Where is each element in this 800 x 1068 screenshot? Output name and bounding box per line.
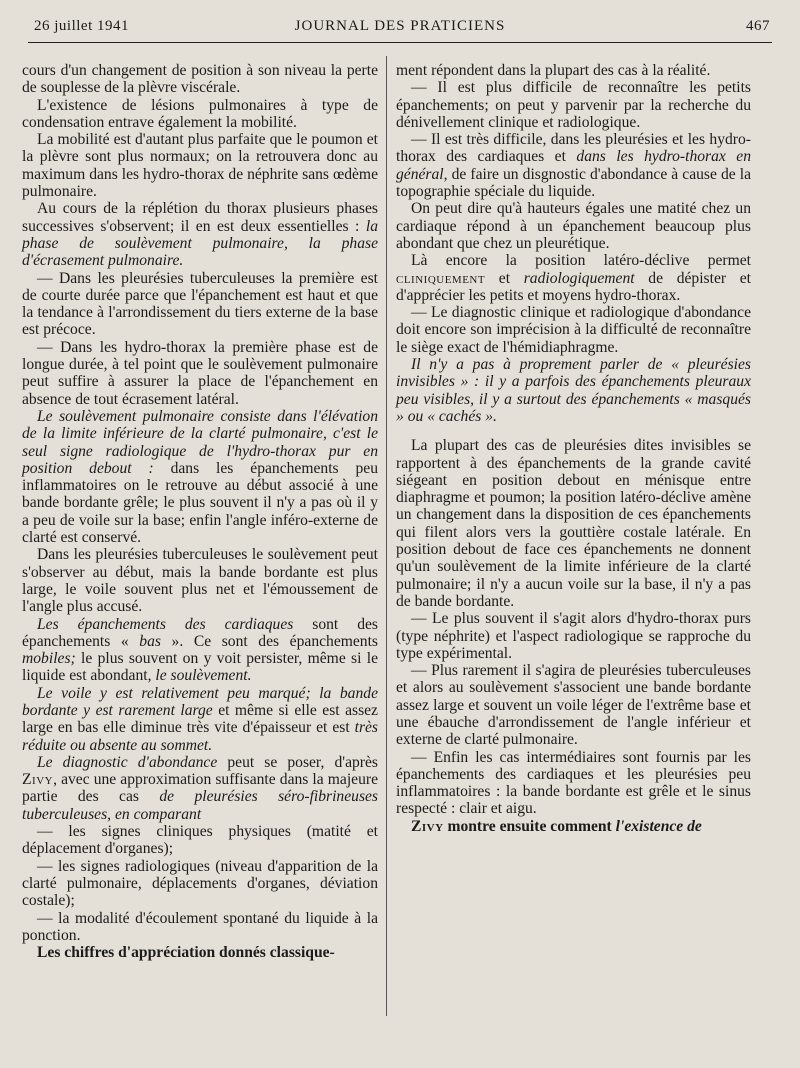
italic-run: la phase de soulèvement pulmonaire, la phase d'écrasement pulmonaire. — [22, 217, 378, 270]
right-column — [396, 62, 751, 835]
paragraph: — Dans les hydro-thorax la première phase est de longue durée, à tel point que le soulèvement pulmonaire peut suffire à assurer la place de l'épanchement en absence de tout écrasement latéral. — [22, 338, 378, 408]
text-run: de dépister et d'apprécier les petits et moyens hydro-thorax. — [396, 269, 751, 304]
text-run: Là encore la position latéro-déclive permet — [411, 252, 751, 270]
paragraph: — Enfin les cas intermédiaires sont fournis par les épanchements des cardiaques et les pleurésies peu inflammatoires : la bande bordante est grêle et le sinus respecté : clair et aigu. — [396, 748, 751, 818]
italic-run: Le diagnostic d'abondance — [37, 753, 218, 771]
italic-run: Les épanchements des cardiaques — [37, 615, 294, 633]
page-number: 467 — [746, 18, 770, 34]
paragraph — [22, 616, 378, 685]
paragraph: La plupart des cas de pleurésies dites invisibles se rapportent à des épanchements de la grande cavité siégeant en position debout en ménisque entre diaphragme et poumon; la position latéro-déclive amène un changement dans la disposition de ces épanchements qui filent alors vers la gouttière costale latérale. En position debout de face ces épanchements ne donnent qu'un soulèvement de la limite inférieure de la clarté pulmonaire; il n'y a aucun voile sur la base, il n'y a pas de bande bordante. — [396, 437, 751, 610]
issue-date: 26 juillet 1941 — [34, 18, 129, 34]
column-divider — [386, 56, 387, 1016]
paragraph — [22, 200, 378, 269]
author-name: Zivy — [411, 817, 444, 835]
italic-run: dans les hydro-thorax en général, — [396, 148, 752, 183]
italic-run: mobiles; — [22, 650, 76, 668]
paragraph: — les signes cliniques physiques (matité et déplacement d'organes); — [22, 823, 378, 858]
text-run: peut se poser, d'après — [217, 753, 378, 771]
text-run: montre ensuite comment — [443, 817, 616, 835]
text-run: et — [485, 269, 524, 287]
italic-run: l'existence de — [615, 817, 702, 835]
paragraph — [22, 408, 378, 546]
italic-run: radiologiquement — [523, 269, 635, 287]
paragraph: — Plus rarement il s'agira de pleurésies tuberculeuses et alors au soulèvement s'associent une bande bordante assez large et souvent un voile léger de l'extrême base et une ébauche d'arrondissement de l'angle inférieur et externe de clarté pulmonaire. — [396, 662, 751, 749]
paragraph — [396, 252, 751, 304]
italic-run: le soulèvement. — [155, 667, 252, 685]
left-column — [22, 62, 378, 961]
italic-run: bas — [139, 632, 161, 650]
text-run: Au cours de la réplétion du thorax plusieurs phases successives s'observent; il en est deux essentielles : — [22, 200, 378, 235]
italic-run: très réduite ou absente au sommet. — [22, 719, 378, 754]
italic-run: Le voile y est relativement peu marqué; la bande bordante y est rarement large — [22, 684, 378, 719]
page-header — [30, 14, 770, 42]
paragraph — [396, 356, 751, 425]
paragraph: L'existence de lésions pulmonaires à type de condensation entrave également la mobilité. — [22, 96, 378, 131]
paragraph: cours d'un changement de position à son niveau la perte de souplesse de la plèvre viscérale. — [22, 62, 378, 97]
paragraph — [22, 685, 378, 754]
paragraph — [22, 754, 378, 823]
italic-run: Il n'y a pas à proprement parler de « pleurésies invisibles » : il y a parfois des épanchements pleuraux peu visibles, il y a surtout des épanchements « masqués » ou « cachés ». — [396, 356, 751, 425]
paragraph: On peut dire qu'à hauteurs égales une matité chez un cardiaque répond à un épanchement beaucoup plus abondant que chez un pleurétique. — [396, 200, 751, 252]
author-name: Zivy — [22, 771, 54, 789]
paragraph: — Il est plus difficile de reconnaître les petits épanchements; on peut y parvenir par la recherche du dénivellement clinique et radiologique. — [396, 79, 751, 131]
paragraph: Les chiffres d'appréciation donnés classique- — [37, 944, 335, 962]
text-run: le plus souvent on y voit persister, même si le liquide est abondant, — [22, 650, 378, 685]
text-run: et même si elle est assez large en bas elle diminue très vite d'épaisseur et est — [22, 701, 378, 737]
italic-run: Le soulèvement pulmonaire consiste dans l'élévation de la limite inférieure de la clarté pulmonaire, c'est le seul signe radiologique de l'hydro-thorax pur en position debout : — [22, 407, 378, 477]
text-run: — Il est très difficile, dans les pleurésies et les hydro-thorax des cardiaques et — [396, 131, 751, 166]
paragraph: — Le diagnostic clinique et radiologique d'abondance doit encore son imprécision à la difficulté de reconnaître le siège exact de l'hémidiaphragme. — [396, 304, 751, 356]
paragraph: — la modalité d'écoulement spontané du liquide à la ponction. — [22, 909, 378, 944]
text-run: sont des épanchements « — [22, 615, 378, 650]
paragraph: — Dans les pleurésies tuberculeuses la première est de courte durée parce que l'épanchement est haut et que la tendance à l'arrondissement du tiers externe de la base est précoce. — [22, 269, 378, 339]
text-run: , avec une approximation suffisante dans la majeure partie des cas — [22, 771, 378, 806]
header-rule — [28, 42, 772, 43]
paragraph: ment répondent dans la plupart des cas à la réalité. — [396, 62, 711, 79]
paragraph: Dans les pleurésies tuberculeuses le soulèvement peut s'observer au début, mais la bande bordante est plus large, le voile souvent plus net et l'émoussement de l'angle plus accusé. — [22, 546, 378, 616]
paragraph: — Le plus souvent il s'agit alors d'hydro-thorax purs (type néphrite) et l'aspect radiologique se rapproche du type expérimental. — [396, 610, 751, 662]
paragraph: — les signes radiologiques (niveau d'apparition de la clarté pulmonaire, déplacements d'organes, déviation costale); — [22, 857, 378, 910]
paragraph — [396, 131, 751, 200]
smallcaps-run: cliniquement — [396, 269, 486, 287]
text-run: ». Ce sont des épanchements — [160, 632, 378, 650]
paragraph: La mobilité est d'autant plus parfaite que le poumon et la plèvre sont plus normaux; on la retrouvera donc au maximum dans les hydro-thorax de néphrite sans œdème pulmonaire. — [22, 131, 378, 201]
paragraph — [396, 818, 751, 835]
journal-title: JOURNAL DES PRATICIENS — [294, 18, 506, 34]
italic-run: de pleurésies séro-fibrineuses tuberculeuses, en comparant — [22, 788, 379, 823]
text-run: de faire un disgnostic d'abondance à cause de la topographie spéciale du liquide. — [396, 165, 751, 201]
text-run: dans les épanchements peu inflammatoires on le retrouve au début associé à une bande bordante grêle; le plus souvent il n'y a pas où il y a peu de voile sur la base; enfin l'angle inféro-externe de clarté est conservé. — [22, 459, 379, 547]
